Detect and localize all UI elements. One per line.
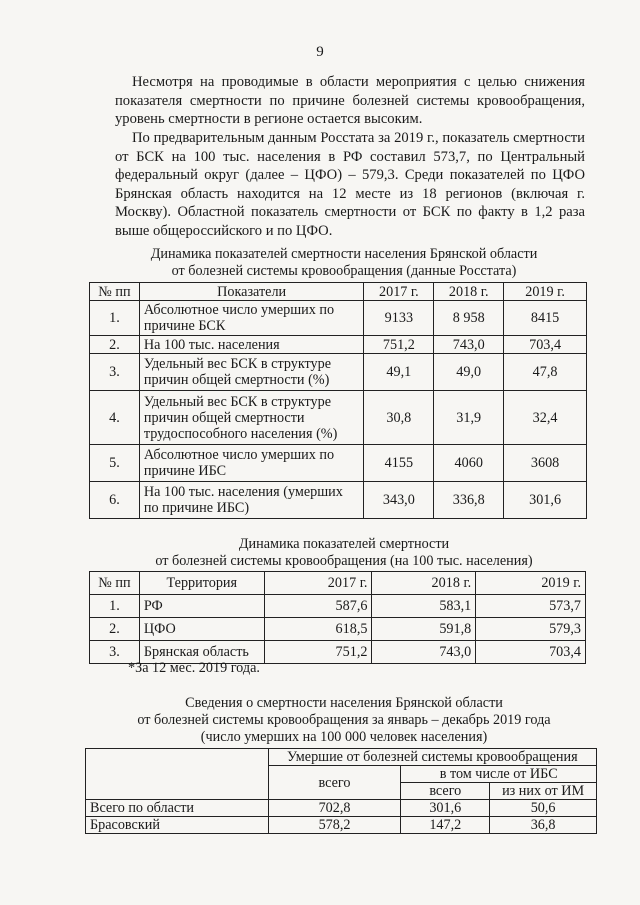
table-row xyxy=(90,354,587,391)
value-ibs: 301,6 xyxy=(401,800,490,817)
value-total: 702,8 xyxy=(268,800,401,817)
value-2017: 30,8 xyxy=(364,391,434,445)
value-ibs: 147,2 xyxy=(401,817,490,834)
value-2018: 8 958 xyxy=(434,301,504,336)
row-number: 3. xyxy=(90,354,140,391)
district-label: Брасовский xyxy=(86,817,269,834)
value-2017: 343,0 xyxy=(364,482,434,519)
header-im: из них от ИМ xyxy=(490,783,597,800)
row-number: 6. xyxy=(90,482,140,519)
page-number: 9 xyxy=(316,44,324,60)
empty-header-cell xyxy=(86,749,269,800)
header-total: всего xyxy=(268,766,401,800)
territory-label: РФ xyxy=(139,595,264,618)
table3-caption xyxy=(88,695,600,746)
row-label: Абсолютное число умерших по причине БСК xyxy=(139,301,364,336)
value-2017: 751,2 xyxy=(364,336,434,354)
table-row xyxy=(90,595,586,618)
row-number: 4. xyxy=(90,391,140,445)
table3-caption-line1: Сведения о смертности населения Брянской области xyxy=(185,695,503,711)
header-cell: Территория xyxy=(139,572,264,595)
header-cell: Показатели xyxy=(139,283,364,301)
table3-caption-line2: от болезней системы кровообращения за январь – декабрь 2019 года xyxy=(137,712,551,728)
value-2017: 9133 xyxy=(364,301,434,336)
value-2017: 587,6 xyxy=(264,595,372,618)
territory-label: ЦФО xyxy=(139,618,264,641)
value-2019: 703,4 xyxy=(476,641,586,664)
table2-caption xyxy=(88,536,600,570)
row-number: 2. xyxy=(90,336,140,354)
table1-caption-line1: Динамика показателей смертности населения Брянской области xyxy=(150,246,538,262)
table-row xyxy=(90,482,587,519)
header-ibs-total: всего xyxy=(401,783,490,800)
header-cell: 2017 г. xyxy=(264,572,372,595)
table-row xyxy=(90,391,587,445)
value-2019: 301,6 xyxy=(504,482,587,519)
value-2018: 31,9 xyxy=(434,391,504,445)
header-cell: 2018 г. xyxy=(372,572,476,595)
district-label: Всего по области xyxy=(86,800,269,817)
value-2019: 8415 xyxy=(504,301,587,336)
header-cell: № пп xyxy=(90,283,140,301)
table3-caption-line3: (число умерших на 100 000 человек населения) xyxy=(200,729,488,745)
district-mortality-table xyxy=(85,748,597,834)
header-cell: 2018 г. xyxy=(434,283,504,301)
paragraph-2: По предварительным данным Росстата за 2019 г., показатель смертности от БСК на 100 тыс. населения в РФ составил 573,7, по Центральный федеральный округ (далее – ЦФО) – 579,3. Среди показателей по ЦФО Брянская область находится на 12 месте из 18 регионов (включая г. Москву). Областной показатель смертности от БСК по факту в 1,2 раза выше общероссийского и по ЦФО. xyxy=(115,130,585,239)
value-2018: 743,0 xyxy=(372,641,476,664)
territory-mortality-table xyxy=(89,571,586,664)
table-row xyxy=(90,301,587,336)
value-2019: 573,7 xyxy=(476,595,586,618)
table1-caption-line2: от болезней системы кровообращения (данные Росстата) xyxy=(171,263,517,279)
value-2018: 583,1 xyxy=(372,595,476,618)
value-im: 50,6 xyxy=(490,800,597,817)
header-cell: 2017 г. xyxy=(364,283,434,301)
value-im: 36,8 xyxy=(490,817,597,834)
row-number: 2. xyxy=(90,618,140,641)
row-number: 3. xyxy=(90,641,140,664)
value-2018: 591,8 xyxy=(372,618,476,641)
header-cell: 2019 г. xyxy=(476,572,586,595)
header-cell: 2019 г. xyxy=(504,283,587,301)
value-2017: 4155 xyxy=(364,445,434,482)
table-row xyxy=(90,445,587,482)
row-label: Абсолютное число умерших по причине ИБС xyxy=(139,445,364,482)
table2-caption-line2: от болезней системы кровообращения (на 100 тыс. населения) xyxy=(155,553,533,569)
value-2019: 47,8 xyxy=(504,354,587,391)
row-number: 5. xyxy=(90,445,140,482)
value-2018: 49,0 xyxy=(434,354,504,391)
value-2019: 579,3 xyxy=(476,618,586,641)
value-2018: 4060 xyxy=(434,445,504,482)
value-total: 578,2 xyxy=(268,817,401,834)
header-group: Умершие от болезней системы кровообращения xyxy=(268,749,596,766)
value-2018: 336,8 xyxy=(434,482,504,519)
row-number: 1. xyxy=(90,595,140,618)
value-2017: 49,1 xyxy=(364,354,434,391)
table-row xyxy=(90,336,587,354)
territory-label: Брянская область xyxy=(139,641,264,664)
footnote: *За 12 мес. 2019 года. xyxy=(128,660,260,676)
table2-caption-line1: Динамика показателей смертности xyxy=(238,536,450,552)
value-2019: 703,4 xyxy=(504,336,587,354)
value-2018: 743,0 xyxy=(434,336,504,354)
value-2019: 32,4 xyxy=(504,391,587,445)
row-label: На 100 тыс. населения (умерших по причине ИБС) xyxy=(139,482,364,519)
table-row xyxy=(86,817,597,834)
value-2019: 3608 xyxy=(504,445,587,482)
row-label: На 100 тыс. населения xyxy=(139,336,364,354)
table-row xyxy=(90,618,586,641)
row-label: Удельный вес БСК в структуре причин общей смертности (%) xyxy=(139,354,364,391)
header-cell: № пп xyxy=(90,572,140,595)
value-2017: 751,2 xyxy=(264,641,372,664)
mortality-dynamics-table xyxy=(89,282,587,519)
value-2017: 618,5 xyxy=(264,618,372,641)
table1-caption xyxy=(88,246,600,280)
row-label: Удельный вес БСК в структуре причин общей смертности трудоспособного населения (%) xyxy=(139,391,364,445)
paragraph-1: Несмотря на проводимые в области мероприятия с целью снижения показателя смертности по причине болезней системы кровообращения, уровень смертности в регионе остается высоким. xyxy=(115,74,585,128)
table-row xyxy=(86,800,597,817)
row-number: 1. xyxy=(90,301,140,336)
header-ibs: в том числе от ИБС xyxy=(401,766,597,783)
